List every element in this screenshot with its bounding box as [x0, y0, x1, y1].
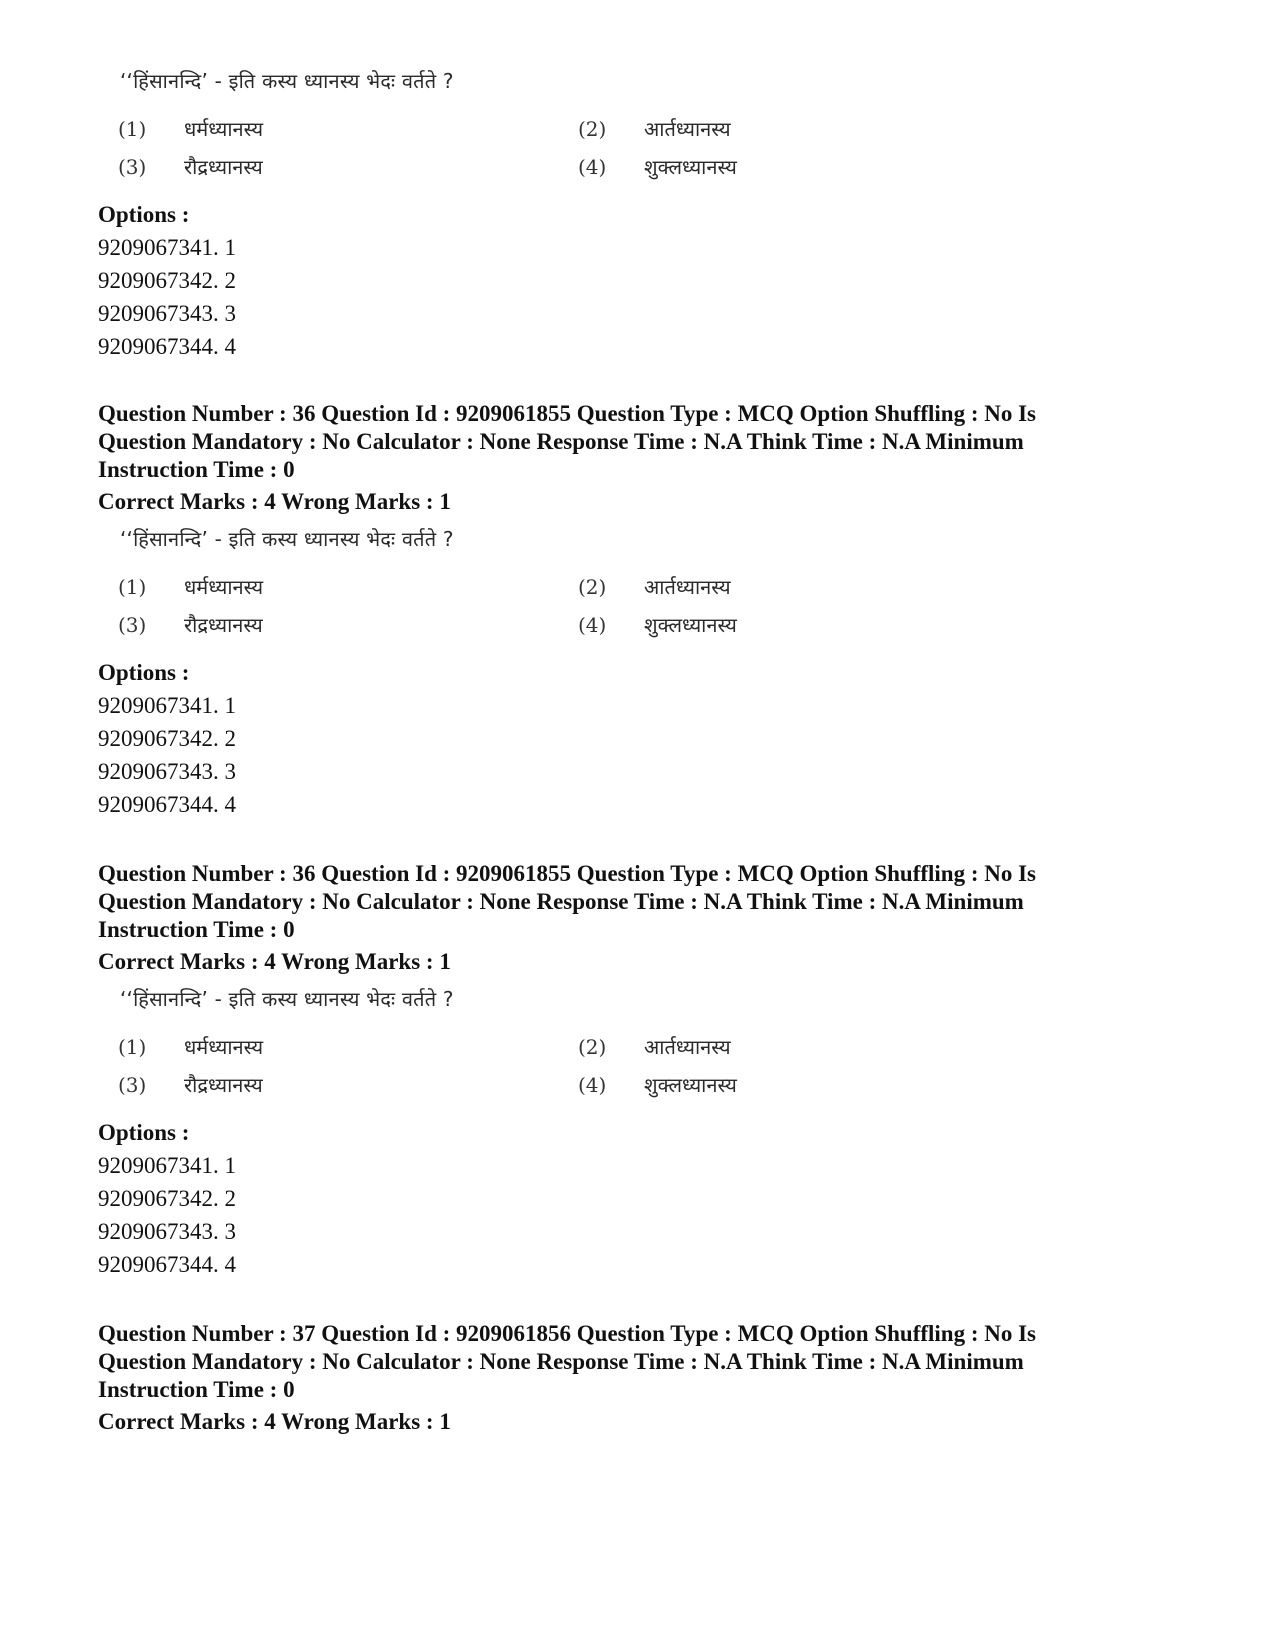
choice-1: (1) धर्मध्यानस्य: [118, 117, 264, 141]
choice-3: (3) रौद्रध्यानस्य: [118, 613, 263, 637]
question-header: Question Number : 36 Question Id : 9209061855 Question Type : MCQ Option Shuffling : No Is Question Mandatory : No Calculator : None Response Time : N.A Think Time : N.A Minimum Instruction Time : 0: [98, 861, 1037, 942]
question-text: ‘‘हिंसानन्दि’ - इति कस्य ध्यानस्य भेदः वर्तते ?: [120, 987, 454, 1011]
option-item: 9209067342. 2: [98, 268, 236, 293]
question-image: [98, 526, 818, 691]
option-item: 9209067343. 3: [98, 1219, 236, 1244]
choice-1: (1) धर्मध्यानस्य: [118, 575, 264, 599]
choice-2: (2) आर्तध्यानस्य: [578, 575, 731, 599]
choice-3: (3) रौद्रध्यानस्य: [118, 1073, 263, 1097]
choice-3: (3) रौद्रध्यानस्य: [118, 155, 263, 179]
marks-line: Correct Marks : 4 Wrong Marks : 1: [98, 489, 451, 514]
option-item: 9209067342. 2: [98, 726, 236, 751]
question-image: [98, 986, 818, 1151]
marks-line: Correct Marks : 4 Wrong Marks : 1: [98, 949, 451, 974]
options-list: [98, 689, 1198, 821]
choice-4: (4) शुक्लध्यानस्य: [578, 613, 737, 637]
option-item: 9209067344. 4: [98, 792, 236, 817]
question-block-1: [98, 68, 1198, 363]
choice-1: (1) धर्मध्यानस्य: [118, 1035, 264, 1059]
marks-line: Correct Marks : 4 Wrong Marks : 1: [98, 1409, 451, 1434]
question-text: ‘‘हिंसानन्दि’ - इति कस्य ध्यानस्य भेदः वर्तते ?: [120, 527, 454, 551]
choice-2: (2) आर्तध्यानस्य: [578, 1035, 731, 1059]
options-label: Options :: [98, 202, 190, 227]
question-header: Question Number : 36 Question Id : 9209061855 Question Type : MCQ Option Shuffling : No Is Question Mandatory : No Calculator : None Response Time : N.A Think Time : N.A Minimum Instruction Time : 0: [98, 401, 1037, 482]
question-image: [98, 68, 818, 233]
question-text: ‘‘हिंसानन्दि’ - इति कस्य ध्यानस्य भेदः वर्तते ?: [120, 69, 454, 93]
option-item: 9209067344. 4: [98, 1252, 236, 1277]
question-block-3: [98, 860, 1198, 1281]
question-header: Question Number : 37 Question Id : 9209061856 Question Type : MCQ Option Shuffling : No Is Question Mandatory : No Calculator : None Response Time : N.A Think Time : N.A Minimum Instruction Time : 0: [98, 1321, 1037, 1402]
option-item: 9209067343. 3: [98, 301, 236, 326]
choice-2: (2) आर्तध्यानस्य: [578, 117, 731, 141]
option-item: 9209067341. 1: [98, 693, 236, 718]
options-label: Options :: [98, 1120, 190, 1145]
option-item: 9209067341. 1: [98, 235, 236, 260]
option-item: 9209067341. 1: [98, 1153, 236, 1178]
choice-4: (4) शुक्लध्यानस्य: [578, 155, 737, 179]
options-list: [98, 1149, 1198, 1281]
option-item: 9209067342. 2: [98, 1186, 236, 1211]
question-block-4: [98, 1320, 1198, 1436]
option-item: 9209067343. 3: [98, 759, 236, 784]
option-item: 9209067344. 4: [98, 334, 236, 359]
options-label: Options :: [98, 660, 190, 685]
question-block-2: [98, 400, 1198, 821]
options-list: [98, 231, 1198, 363]
choice-4: (4) शुक्लध्यानस्य: [578, 1073, 737, 1097]
